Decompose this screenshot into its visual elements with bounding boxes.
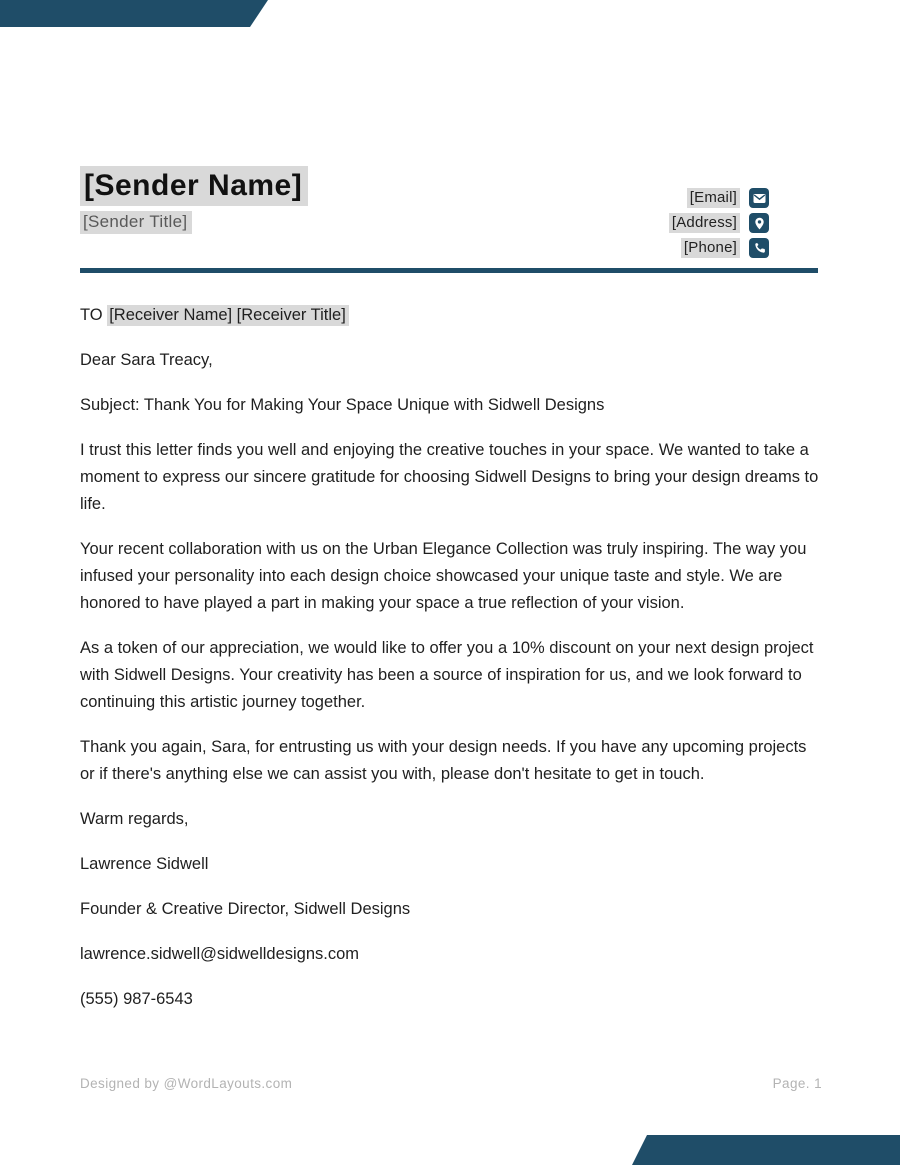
top-left-banner-shape — [0, 0, 268, 27]
sender-block — [80, 166, 308, 234]
sender-name-placeholder[interactable]: [Sender Name] — [80, 166, 308, 206]
page-number: Page. 1 — [772, 1076, 822, 1091]
paragraph-3: As a token of our appreciation, we would like to offer you a 10% discount on your next design project with Sidwell Designs. Your creativity has been a source of inspiration for us, and we look forward to continuing this artistic journey together. — [80, 639, 814, 711]
phone-placeholder[interactable]: [Phone] — [681, 238, 740, 258]
bottom-right-banner-shape — [632, 1135, 900, 1165]
paragraph-1: I trust this letter finds you well and enjoying the creative touches in your space. We wanted to take a moment to express our sincere gratitude for choosing Sidwell Designs to bring your design dreams to life. — [80, 441, 819, 513]
signature-email: lawrence.sidwell@sidwelldesigns.com — [80, 945, 360, 963]
header-divider-rule — [80, 268, 818, 273]
contact-row-address — [669, 213, 769, 233]
paragraph-2: Your recent collaboration with us on the Urban Elegance Collection was truly inspiring. The way you infused your personality into each design choice showcased your unique taste and style. We are honored to have played a part in making your space a true reflection of your vision. — [80, 540, 807, 612]
closing-line: Warm regards, — [80, 810, 189, 828]
salutation: Dear Sara Treacy, — [80, 351, 213, 369]
to-label: TO — [80, 306, 103, 324]
contact-row-email — [669, 188, 769, 208]
paragraph-4: Thank you again, Sara, for entrusting us with your design needs. If you have any upcoming projects or if there's anything else we can assist you with, please don't hesitate to get in touch. — [80, 738, 807, 783]
letter-body — [80, 302, 822, 1031]
contact-block — [669, 188, 769, 263]
subject-line: Subject: Thank You for Making Your Space Unique with Sidwell Designs — [80, 396, 605, 414]
email-icon — [749, 188, 769, 208]
receiver-placeholder[interactable]: [Receiver Name] [Receiver Title] — [107, 305, 349, 326]
sender-title-placeholder[interactable]: [Sender Title] — [80, 211, 192, 234]
phone-icon — [749, 238, 769, 258]
signature-name: Lawrence Sidwell — [80, 855, 209, 873]
to-line — [80, 302, 822, 329]
signature-phone: (555) 987-6543 — [80, 990, 193, 1008]
page-footer — [80, 1076, 822, 1091]
contact-row-phone — [669, 238, 769, 258]
address-placeholder[interactable]: [Address] — [669, 213, 740, 233]
footer-credit: Designed by @WordLayouts.com — [80, 1076, 293, 1091]
email-placeholder[interactable]: [Email] — [687, 188, 740, 208]
location-icon — [749, 213, 769, 233]
signature-role: Founder & Creative Director, Sidwell Designs — [80, 900, 411, 918]
